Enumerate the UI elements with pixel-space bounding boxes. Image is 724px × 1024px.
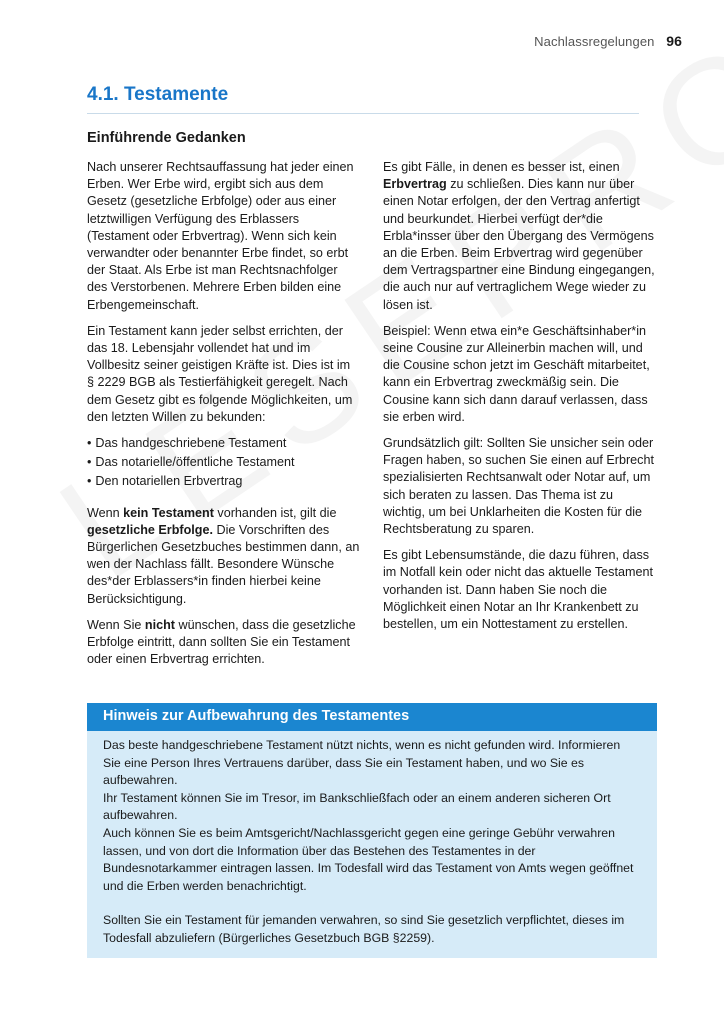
subsection-title: Einführende Gedanken — [87, 130, 246, 146]
list-item: • Das handgeschriebene Testament — [87, 435, 360, 452]
right-column — [383, 159, 657, 642]
info-callout-box — [87, 703, 657, 958]
paragraph — [87, 505, 360, 608]
text-run: wünschen, dass die gesetzliche Erbfolge eintritt, dann sollten Sie ein Testament oder einen Erbvertrag errichten. — [87, 617, 356, 667]
text-run: vorhanden ist, gilt die — [213, 505, 337, 520]
callout-paragraph: Ihr Testament können Sie im Tresor, im Bankschließfach oder an einem anderen sicheren Ort aufbewahren. — [103, 790, 611, 823]
paragraph: Es gibt Lebensumstände, die dazu führen, dass im Notfall kein oder nicht das aktuelle Testament vorhanden ist. Dann haben Sie noch die Möglichkeit einen Notar an Ihr Krankenbett zu bestellen, um ein Nottestament zu erstellen. — [383, 548, 653, 632]
bold-term: kein Testament — [123, 505, 214, 520]
paragraph: Beispiel: Wenn etwa ein*e Geschäftsinhaber*in seine Cousine zur Alleinerbin machen will, und die Cousine schon jetzt im Geschäft mitarbeitet, kann ein Erbvertrag zweckmäßig sein. Die Cousine kann sich dann darauf verlassen, dass sie erben wird. — [383, 323, 650, 424]
paragraph: Nach unserer Rechtsauffassung hat jeder einen Erben. Wer Erbe wird, ergibt sich aus dem Gesetz (gesetzliche Erbfolge) oder aus einer letztwilligen Verfügung des Erblassers (Testament oder Erbvertrag). Wenn sich kein verwandter oder benannter Erbe findet, so erbt der Staat. Als Erbe ist man Rechtsnachfolger des Verstorbenen. Mehrere Erben bilden eine Erbengemeinschaft. — [87, 160, 354, 312]
section-title: 4.1. Testamente — [87, 84, 639, 114]
page-number: 96 — [666, 33, 682, 49]
paragraph: Grundsätzlich gilt: Sollten Sie unsicher sein oder Fragen haben, so suchen Sie einen auf Erbrecht spezialisierten Rechtsanwalt oder Notar auf, um sich beraten zu lassen. Das Thema ist zu wichtig, um bei Unklarheiten die Kosten für die Rechtsberatung zu sparen. — [383, 436, 654, 537]
left-column — [87, 159, 360, 677]
callout-paragraph: Auch können Sie es beim Amtsgericht/Nachlassgericht gegen eine geringe Gebühr verwahren lassen, und von dort die Information über das Bestehen des Testamentes in der Bundesnotarkammer eintragen lassen. Im Todesfall wird das Testament von Amts wegen geöffnet und die Erben werden benachrichtigt. — [103, 825, 634, 893]
text-run: Wenn Sie — [87, 617, 145, 632]
paragraph — [383, 159, 657, 314]
callout-title: Hinweis zur Aufbewahrung des Testamentes — [87, 703, 657, 731]
bullet-list — [87, 435, 360, 491]
text-run: Es gibt Fälle, in denen es besser ist, einen — [383, 160, 620, 174]
list-item: • Den notariellen Erbvertrag — [87, 473, 360, 490]
text-run: Die Vorschriften des Bürgerlichen Gesetzbuches bestimmen dann, an wen der Nachlass fällt. Besondere Wünsche des*der Erblassers*in finden hierbei keine Berücksichtigung. — [87, 522, 360, 606]
paragraph — [87, 617, 360, 669]
callout-body — [87, 731, 657, 948]
text-run: zu schließen. Dies kann nur über einen Notar erfolgen, der den Vertrag anfertigt und beurkundet. Hierbei verfügt der*die Erbla*insser über den Übergang des Vermögens an die Erben. Beim Erbvertrag wird gegenüber dem Vertragspartner eine Bindung eingegangen, die auch nur auf vertraglichem Wege wieder zu lösen ist. — [383, 177, 655, 312]
paragraph: Ein Testament kann jeder selbst errichten, der das 18. Lebensjahr vollendet hat und im Vollbesitz seiner geistigen Kräfte ist. Dies ist im § 2229 BGB als Testierfähigkeit geregelt. Nach dem Gesetz gibt es folgende Möglichkeiten, um den letzten Willen zu bekunden: — [87, 323, 353, 424]
callout-paragraph: Das beste handgeschriebene Testament nützt nichts, wenn es nicht gefunden wird. Informieren Sie eine Person Ihres Vertrauens darüber, dass Sie ein Testament haben, und wo Sie es aufbewahren. — [103, 738, 621, 788]
bold-term: Erbvertrag — [383, 177, 447, 192]
text-run: Wenn — [87, 505, 124, 520]
bold-term: nicht — [144, 617, 175, 632]
header-section-label: Nachlassregelungen — [534, 34, 655, 49]
list-item: • Das notarielle/öffentliche Testament — [87, 454, 360, 471]
bold-term: gesetzliche Erbfolge. — [87, 522, 213, 537]
callout-paragraph: Sollten Sie ein Testament für jemanden verwahren, so sind Sie gesetzlich verpflichtet, dieses im Todesfall abzuliefern (Bürgerliches Gesetzbuch BGB §2259). — [103, 913, 625, 945]
running-header — [534, 33, 682, 49]
